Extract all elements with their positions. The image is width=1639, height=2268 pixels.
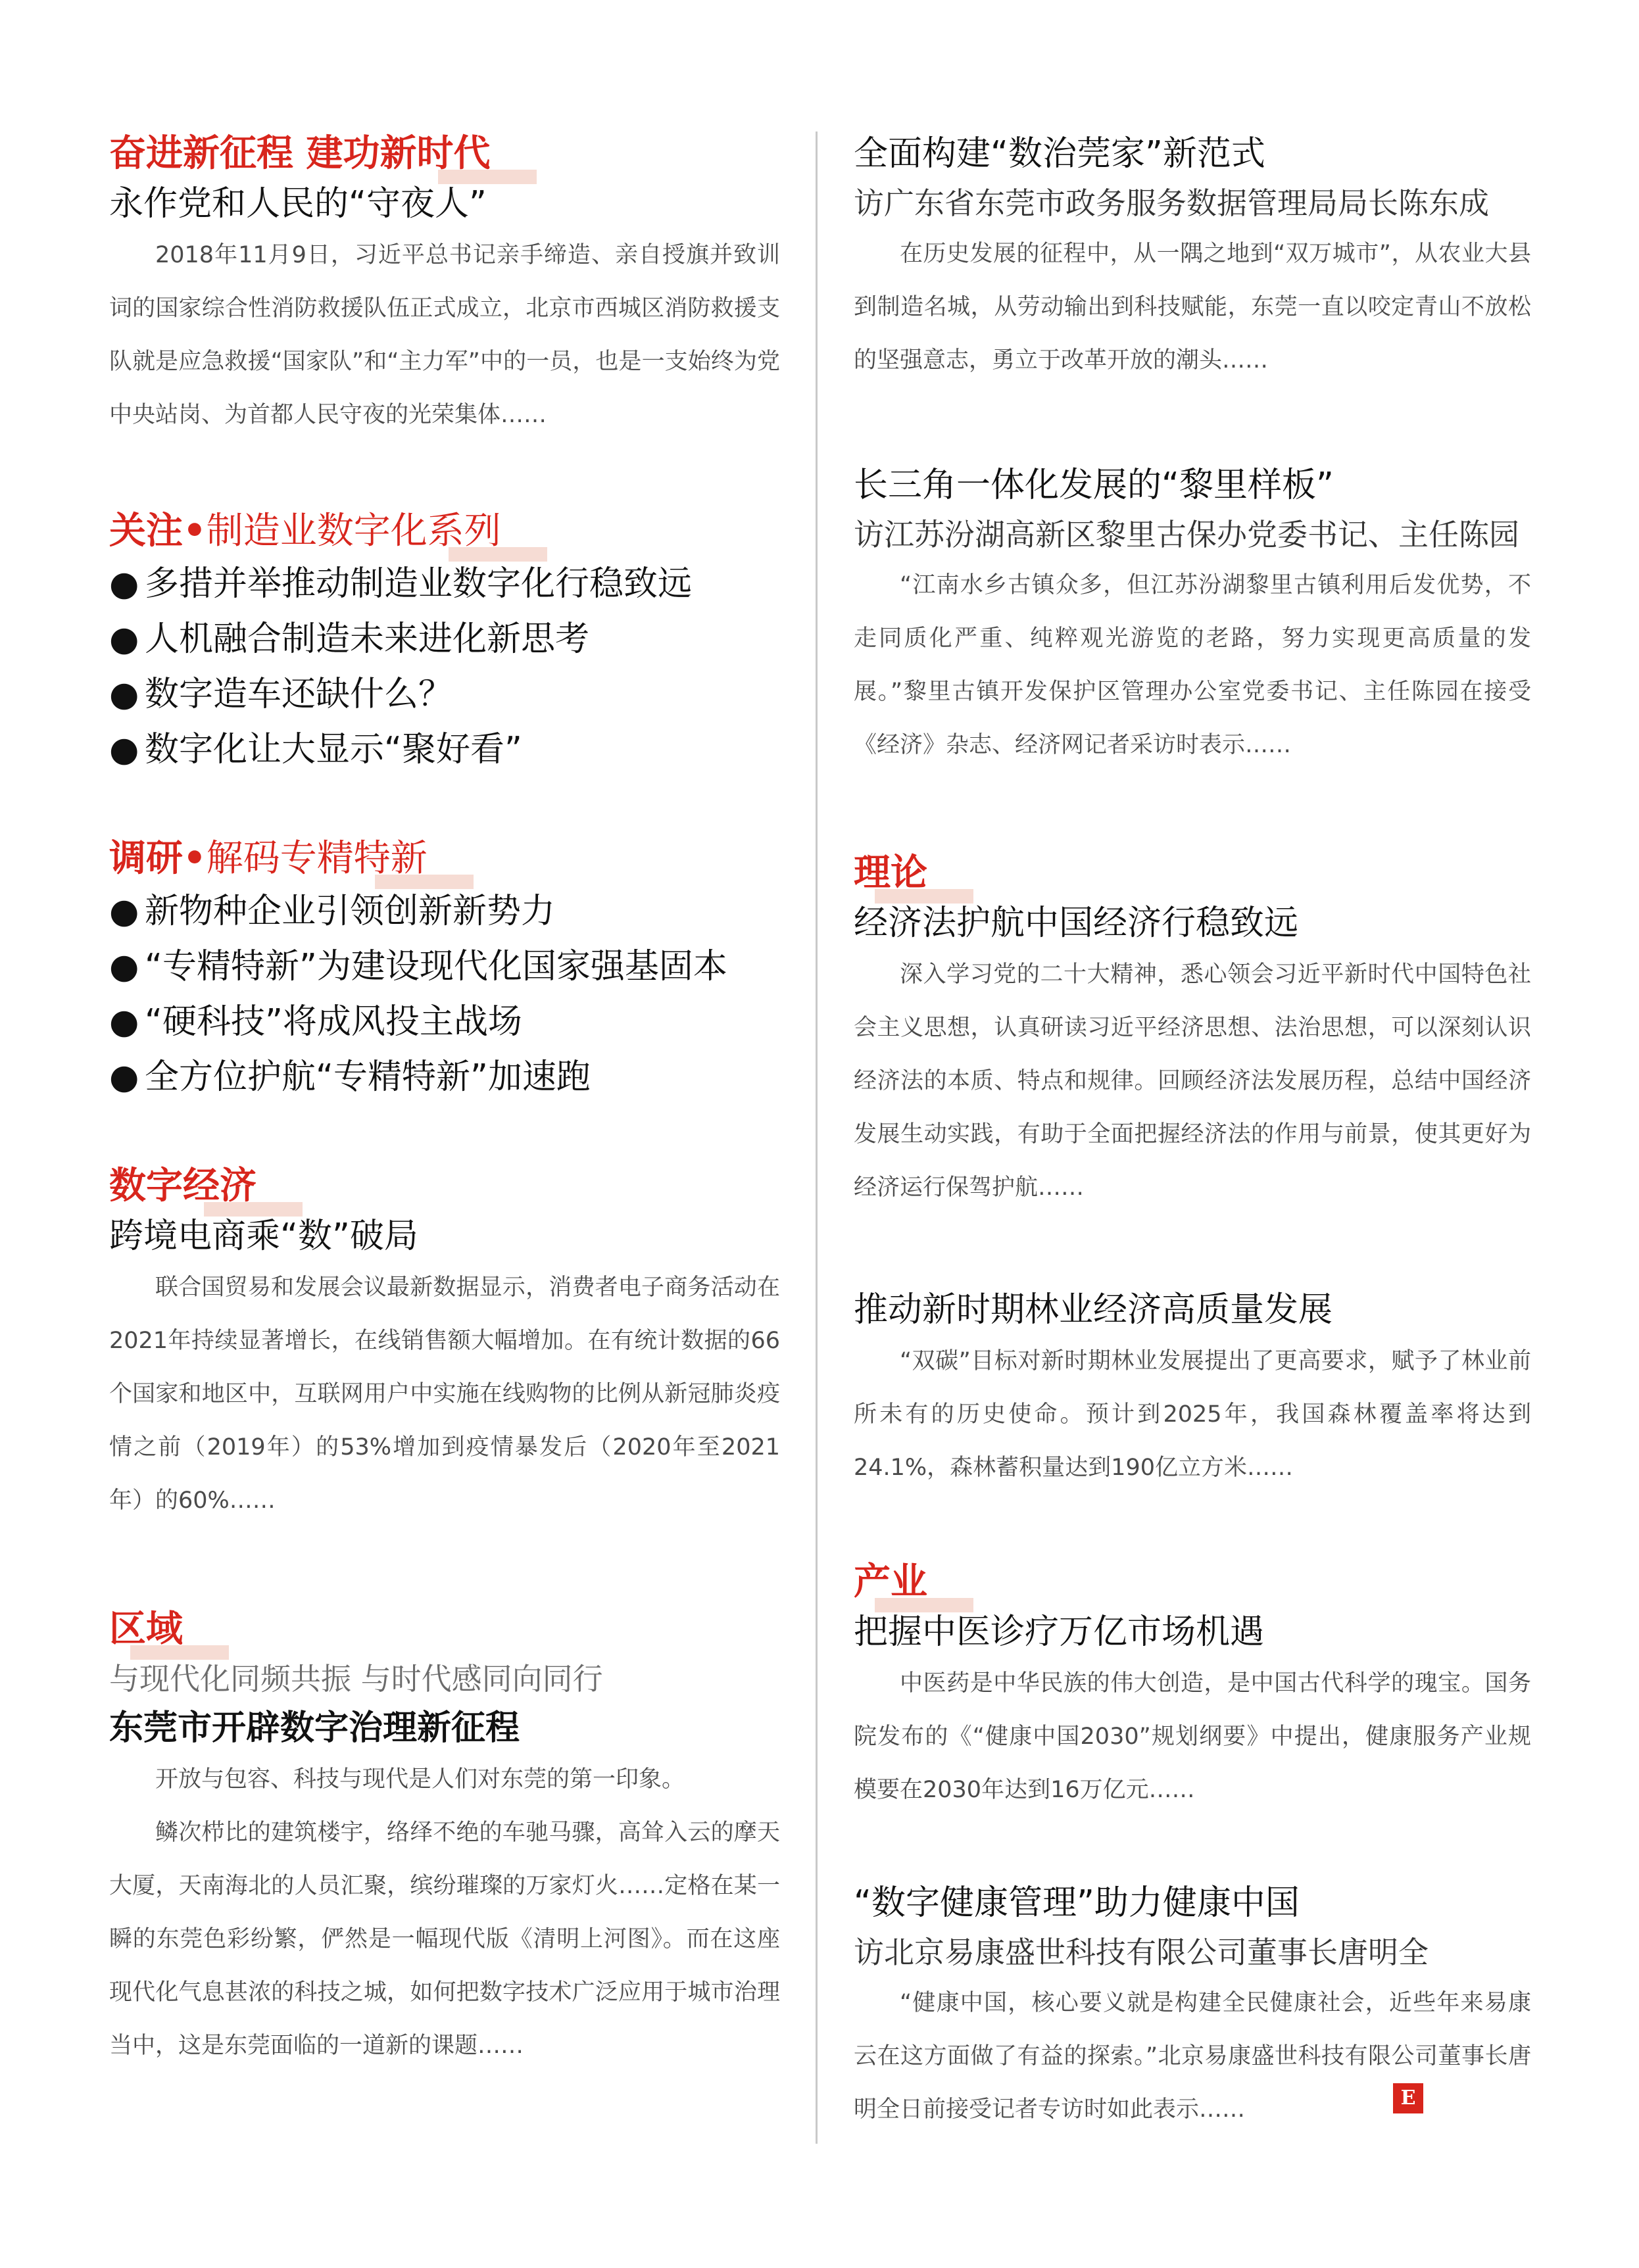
article-title: 东莞市开辟数字治理新征程: [109, 1708, 520, 1748]
article-title: “数字健康管理”助力健康中国: [854, 1883, 1300, 1923]
list-item-label: “硬科技”将成风投主战场: [145, 1002, 522, 1042]
article-title: 全面构建“数治莞家”新范式: [854, 134, 1265, 174]
end-mark-logo-icon: E: [1393, 2083, 1423, 2113]
section-digital-economy: [109, 1161, 780, 1528]
section-research-specialized: [109, 834, 780, 1105]
bullet-icon: ●: [109, 619, 139, 659]
section-lili-interview: [854, 460, 1531, 772]
article-body: 深入学习党的二十大精神，悉心领会习近平新时代中国特色社会主义思想，认真研读习近平经济思想、法治思想，可以深刻认识经济法的本质、特点和规律。回顾经济法发展历程，总结中国经济发展生动实践，有助于全面把握经济法的作用与前景，使其更好为经济运行保驾护航……: [854, 961, 1531, 1201]
article-title: 推动新时期林业经济高质量发展: [854, 1290, 1333, 1330]
list-item-label: 全方位护航“专精特新”加速跑: [145, 1057, 591, 1097]
section-digital-health: [854, 1878, 1531, 2136]
section-heading: 产业: [854, 1557, 927, 1607]
list-item-label: “专精特新”为建设现代化国家强基固本: [145, 947, 727, 986]
list-item[interactable]: [109, 556, 780, 612]
section-fight-new-era: [109, 129, 780, 442]
section-theory: [854, 848, 1531, 1215]
article-body-lead: 开放与包容、科技与现代是人们对东莞的第一印象。: [155, 1766, 685, 1793]
bullet-icon: ●: [109, 892, 139, 931]
article-body: “江南水乡古镇众多，但江苏汾湖黎里古镇利用后发优势，不走同质化严重、纯粹观光游览的老路，努力实现更高质量的发展。”黎里古镇开发保护区管理办公室党委书记、主任陈园在接受《经济》杂志、经济网记者采访时表示……: [854, 572, 1531, 758]
bullet-icon: ●: [109, 947, 139, 986]
list-item-label: 新物种企业引领创新新势力: [145, 892, 556, 931]
article-body: “双碳”目标对新时期林业发展提出了更高要求，赋予了林业前所未有的历史使命。预计到2025年，我国森林覆盖率将达到24.1%，森林蓄积量达到190亿立方米……: [854, 1348, 1531, 1481]
article-body: 2018年11月9日，习近平总书记亲手缔造、亲自授旗并致训词的国家综合性消防救援队伍正式成立，北京市西城区消防救援支队就是应急救援“国家队”和“主力军”中的一员，也是一支始终为党中央站岗、为首都人民守夜的光荣集体……: [109, 242, 780, 428]
section-forestry: [854, 1285, 1531, 1495]
heading-topic: 解码专精特新: [206, 837, 428, 880]
article-title: 经济法护航中国经济行稳致远: [854, 904, 1299, 943]
list-item[interactable]: [109, 1050, 780, 1105]
section-dongguan-interview: [854, 129, 1531, 387]
list-item[interactable]: [109, 612, 780, 667]
section-heading: [109, 834, 428, 884]
list-item-label: 数字化让大显示“聚好看”: [145, 730, 522, 769]
article-title: 把握中医诊疗万亿市场机遇: [854, 1612, 1265, 1652]
article-body: 鳞次栉比的建筑楼宇，络绎不绝的车驰马骤，高耸入云的摩天大厦，天南海北的人员汇聚，缤纷璀璨的万家灯火……定格在某一瞬的东莞色彩纷繁，俨然是一幅现代版《清明上河图》。而在这座现代化气息甚浓的科技之城，如何把数字技术广泛应用于城市治理当中，这是东莞面临的一道新的课题……: [109, 1820, 780, 2059]
list-item[interactable]: [109, 667, 780, 722]
article-subtitle: 访江苏汾湖高新区黎里古保办党委书记、主任陈园: [854, 517, 1519, 552]
list-item[interactable]: [109, 994, 780, 1050]
article-list: [109, 556, 780, 777]
heading-topic: 制造业数字化系列: [206, 510, 501, 552]
article-kicker: 与现代化同频共振 与时代感同向同行: [109, 1661, 603, 1697]
section-heading: [109, 506, 501, 556]
bullet-icon: ●: [109, 675, 139, 714]
heading-prefix: 调研•: [109, 837, 207, 880]
article-subtitle: 访北京易康盛世科技有限公司董事长唐明全: [854, 1935, 1429, 1970]
list-item[interactable]: [109, 722, 780, 777]
bullet-icon: ●: [109, 730, 139, 769]
section-focus-manufacturing: [109, 506, 780, 777]
bullet-icon: ●: [109, 1002, 139, 1042]
heading-prefix: 关注•: [109, 510, 207, 552]
article-body: 在历史发展的征程中，从一隅之地到“双万城市”，从农业大县到制造名城，从劳动输出到科技赋能，东莞一直以咬定青山不放松的坚强意志，勇立于改革开放的潮头……: [854, 241, 1531, 374]
list-item-label: 数字造车还缺什么？: [145, 675, 453, 714]
list-item-label: 多措并举推动制造业数字化行稳致远: [145, 564, 693, 604]
article-body: “健康中国，核心要义就是构建全民健康社会，近些年来易康云在这方面做了有益的探索。”北京易康盛世科技有限公司董事长唐明全日前接受记者专访时如此表示……: [854, 1990, 1531, 2123]
section-heading: 数字经济: [109, 1161, 257, 1211]
column-divider: [816, 132, 818, 2144]
bullet-icon: ●: [109, 1057, 139, 1097]
article-body: 联合国贸易和发展会议最新数据显示，消费者电子商务活动在2021年持续显著增长，在线销售额大幅增加。在有统计数据的66个国家和地区中，互联网用户中实施在线购物的比例从新冠肺炎疫情之前（2019年）的53%增加到疫情暴发后（2020年至2021年）的60%……: [109, 1274, 780, 1514]
section-industry: [854, 1557, 1531, 1817]
list-item[interactable]: [109, 939, 780, 994]
list-item-label: 人机融合制造未来进化新思考: [145, 619, 590, 659]
article-subtitle: 访广东省东莞市政务服务数据管理局局长陈东成: [854, 185, 1489, 221]
section-heading: 奋进新征程 建功新时代: [109, 129, 491, 179]
section-heading: 区域: [109, 1604, 183, 1654]
article-title: 长三角一体化发展的“黎里样板”: [854, 466, 1334, 505]
article-list: [109, 884, 780, 1105]
article-title: 永作党和人民的“守夜人”: [109, 184, 487, 224]
list-item[interactable]: [109, 884, 780, 939]
article-title: 跨境电商乘“数”破局: [109, 1217, 418, 1256]
section-heading: 理论: [854, 848, 927, 898]
bullet-icon: ●: [109, 564, 139, 604]
section-region: [109, 1604, 780, 2073]
article-body: 中医药是中华民族的伟大创造，是中国古代科学的瑰宝。国务院发布的《“健康中国2030”规划纲要》中提出，健康服务产业规模要在2030年达到16万亿元……: [854, 1670, 1531, 1803]
